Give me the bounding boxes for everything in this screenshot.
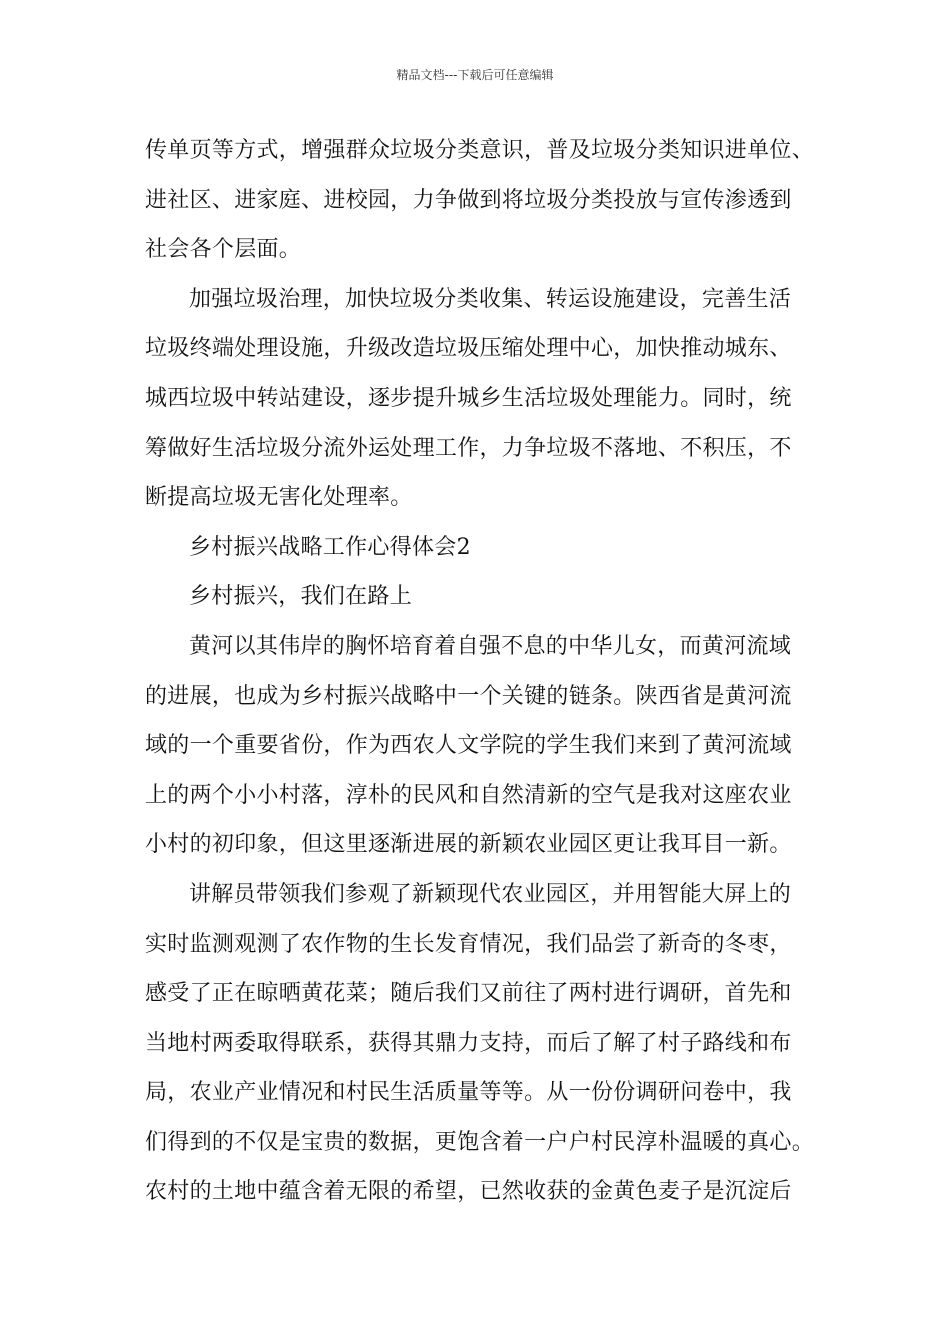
text-line: 断提高垃圾无害化处理率。 (145, 485, 413, 511)
text-line: 当地村两委取得联系，获得其鼎力支持，而后了解了村子路线和布 (145, 1030, 792, 1056)
text-line: 筹做好生活垃圾分流外运处理工作，力争垃圾不落地、不积压，不 (145, 435, 792, 461)
section-subheading: 乡村振兴，我们在路上 (189, 584, 413, 610)
text-line: 农村的土地中蕴含着无限的希望，已然收获的金黄色麦子是沉淀后 (145, 1179, 792, 1205)
text-line: 加强垃圾治理，加快垃圾分类收集、转运设施建设，完善生活 (189, 286, 792, 312)
text-line: 感受了正在晾晒黄花菜；随后我们又前往了两村进行调研，首先和 (145, 981, 792, 1007)
text-line: 们得到的不仅是宝贵的数据，更饱含着一户户村民淳朴温暖的真心。 (145, 1129, 815, 1155)
document-body (145, 126, 815, 1217)
text-line: 垃圾终端处理设施，升级改造垃圾压缩处理中心，加快推动城东、 (145, 336, 792, 362)
text-line: 局，农业产业情况和村民生活质量等等。从一份份调研问卷中，我 (145, 1080, 792, 1106)
text-line: 进社区、进家庭、进校园，力争做到将垃圾分类投放与宣传渗透到 (145, 187, 792, 213)
text-line: 的进展，也成为乡村振兴战略中一个关键的链条。陕西省是黄河流 (145, 683, 792, 709)
text-line: 实时监测观测了农作物的生长发育情况，我们品尝了新奇的冬枣， (145, 931, 792, 957)
text-line: 上的两个小小村落，淳朴的民风和自然清新的空气是我对这座农业 (145, 782, 792, 808)
text-line: 城西垃圾中转站建设，逐步提升城乡生活垃圾处理能力。同时，统 (145, 385, 792, 411)
text-line: 讲解员带领我们参观了新颖现代农业园区，并用智能大屏上的 (189, 881, 792, 907)
section-heading: 乡村振兴战略工作心得体会2 (189, 534, 471, 560)
text-line: 传单页等方式，增强群众垃圾分类意识，普及垃圾分类知识进单位、 (145, 138, 815, 163)
text-line: 域的一个重要省份，作为西农人文学院的学生我们来到了黄河流域 (145, 733, 792, 759)
text-line: 社会各个层面。 (145, 237, 302, 263)
page-header: 精品文档---下载后可任意编辑 (396, 68, 554, 82)
text-line: 小村的初印象，但这里逐渐进展的新颖农业园区更让我耳目一新。 (145, 832, 792, 858)
text-line: 黄河以其伟岸的胸怀培育着自强不息的中华儿女，而黄河流域 (189, 633, 792, 659)
